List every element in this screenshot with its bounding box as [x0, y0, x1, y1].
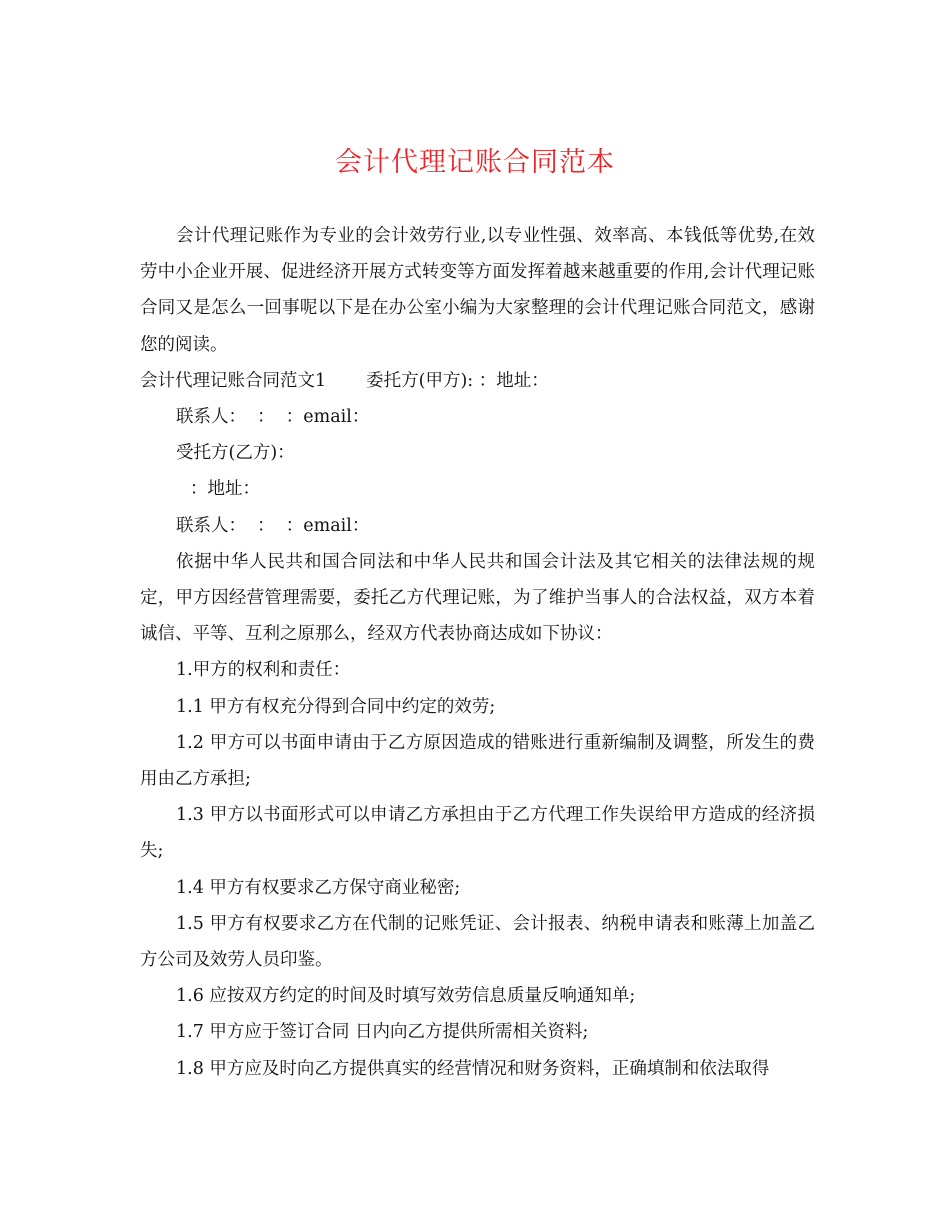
- party-a-contact: 联系人： ： ：email：: [176, 407, 370, 428]
- clause-1-2: 1.2 甲方可以书面申请由于乙方原因造成的错账进行重新编制及调整，所发生的费用由乙方承担;: [140, 732, 815, 790]
- clause-1-3: 1.3 甲方以书面形式可以申请乙方承担由于乙方代理工作失误给甲方造成的经济损失;: [140, 805, 815, 862]
- clause-1-6: 1.6 应按双方约定的时间及时填写效劳信息质量反响通知单;: [176, 986, 636, 1007]
- clause-1-7: 1.7 甲方应于签订合同 日内向乙方提供所需相关资料;: [176, 1022, 589, 1043]
- party-b-label: 受托方(乙方)：: [176, 443, 295, 464]
- document-title: 会计代理记账合同范本: [335, 147, 615, 178]
- sample-heading-line: [140, 363, 815, 399]
- party-a-label: 委托方(甲方): ：地址：: [366, 370, 549, 391]
- intro-paragraph: 会计代理记账作为专业的会计效劳行业,以专业性强、效率高、本钱低等优势,在效劳中小企业开展、促进经济开展方式转变等方面发挥着越来越重要的作用,会计代理记账合同又是怎么一回事呢以下是在办公室小编为大家整理的会计代理记账合同范文，感谢您的阅读。: [140, 226, 815, 355]
- clause-1-1: 1.1 甲方有权充分得到合同中约定的效劳;: [176, 696, 496, 717]
- clause-1-5: 1.5 甲方有权要求乙方在代制的记账凭证、会计报表、纳税申请表和账薄上加盖乙方公司及效劳人员印鉴。: [140, 913, 815, 971]
- basis-paragraph: 依据中华人民共和国合同法和中华人民共和国会计法及其它相关的法律法规的规定，甲方因经营管理需要，委托乙方代理记账，为了维护当事人的合法权益，双方本着诚信、平等、互利之原那么，经双方代表协商达成如下协议：: [140, 551, 815, 645]
- document-body: [140, 218, 815, 1087]
- party-b-address: ：地址：: [190, 479, 260, 500]
- section-1-heading: 1.甲方的权利和责任：: [176, 660, 351, 681]
- party-b-contact: 联系人： ： ：email：: [176, 515, 370, 536]
- clause-1-4: 1.4 甲方有权要求乙方保守商业秘密;: [176, 877, 461, 898]
- sample-heading: 会计代理记账合同范文1: [140, 370, 327, 391]
- clause-1-8: 1.8 甲方应及时向乙方提供真实的经营情况和财务资料，正确填制和依法取得: [176, 1058, 770, 1079]
